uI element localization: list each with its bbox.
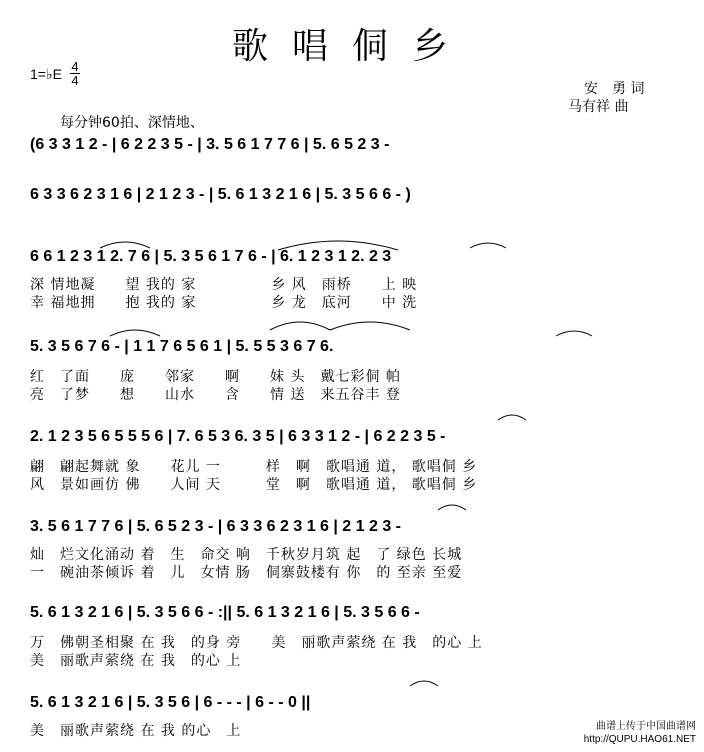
lyric-line-5a: 翩 翩起舞就 象 花儿 一 样 啊 歌唱通 道， 歌唱侗 乡 xyxy=(30,459,478,475)
lyric-line-4a: 红 了面 庞 邻家 啊 妹 头 戴七彩侗 帕 xyxy=(30,369,401,385)
lyric-line-4b: 亮 了梦 想 山水 含 情 送 来五谷丰 登 xyxy=(30,387,401,403)
score-line-7: 5. 6 1 3 2 1 6 | 5. 3 5 6 6 - :|| 5. 6 1 3 2 1 6 | 5. 3 5 6 6 - xyxy=(30,604,420,621)
slur-4 xyxy=(270,322,330,330)
score-line-5: 2. 1 2 3 5 6 5 5 5 6 | 7. 6 5 3 6. 3 5 | 6 3 3 1 2 - | 6 2 2 3 5 - xyxy=(30,428,446,445)
slur-6 xyxy=(110,330,160,336)
slur-8 xyxy=(498,415,526,420)
slur-2 xyxy=(100,242,150,248)
score-line-8: 5. 6 1 3 2 1 6 | 5. 3 5 6 | 6 - - - | 6 - - 0 || xyxy=(30,694,311,711)
lyric-line-7a: 万 佛朝圣相聚 在 我 的身 旁 美 丽歌声萦绕 在 我 的心 上 xyxy=(30,635,483,651)
lyric-line-8a: 美 丽歌声萦绕 在 我 的心 上 xyxy=(30,723,242,739)
lyricist: 安 勇 词 xyxy=(584,81,645,97)
watermark-url: http://QUPU.HAO61.NET xyxy=(583,734,696,745)
slur-1 xyxy=(470,243,506,248)
slur-10 xyxy=(410,681,438,686)
slur-9 xyxy=(438,505,466,510)
time-sig-bottom: 4 xyxy=(71,73,79,88)
watermark-text: 曲谱上传于中国曲谱网 xyxy=(596,721,696,732)
tempo-marking: 每分钟60拍、深情地、 xyxy=(60,115,204,131)
slur-3 xyxy=(278,241,398,250)
score-line-6: 3. 5 6 1 7 7 6 | 5. 6 5 2 3 - | 6 3 3 6 2 3 1 6 | 2 1 2 3 - xyxy=(30,518,402,535)
slur-7 xyxy=(556,331,592,336)
score-line-4: 5. 3 5 6 7 6 - | 1 1 7 6 5 6 1 | 5. 5 5 3 6 7 6. xyxy=(30,338,334,355)
lyric-line-6a: 灿 烂文化涌动 着 生 命交 响 千秋岁月筑 起 了 绿色 长城 xyxy=(30,547,463,563)
time-sig-top: 4 xyxy=(71,59,79,74)
lyric-line-5b: 风 景如画仿 佛 人间 天 堂 啊 歌唱通 道， 歌唱侗 乡 xyxy=(30,477,478,493)
lyric-line-3b: 幸 福地拥 抱 我的 家 乡 龙 底河 中 洗 xyxy=(30,295,418,311)
key-label: 1=♭E xyxy=(30,66,62,82)
score-line-1: (6 3 3 1 2 - | 6 2 2 3 5 - | 3. 5 6 1 7 7 6 | 5. 6 5 2 3 - xyxy=(30,136,390,153)
score-line-3: 6 6 1 2 3 1 2. 7 6 | 5. 3 5 6 1 7 6 - | 6. 1 2 3 1 2. 2 3 xyxy=(30,248,392,265)
slur-5 xyxy=(330,322,410,330)
score-line-2: 6 3 3 6 2 3 1 6 | 2 1 2 3 - | 5. 6 1 3 2 1 6 | 5. 3 5 6 6 - ) xyxy=(30,186,411,203)
lyric-line-7b: 美 丽歌声萦绕 在 我 的心 上 xyxy=(30,653,242,669)
lyric-line-3a: 深 情地凝 望 我的 家 乡 风 雨桥 上 映 xyxy=(30,277,418,293)
lyric-line-6b: 一 碗油茶倾诉 着 儿 女情 肠 侗寨鼓楼有 你 的 至亲 至爱 xyxy=(30,565,463,581)
composer: 马有祥 曲 xyxy=(568,99,629,115)
page-title: 歌唱侗乡 xyxy=(231,26,472,67)
watermark xyxy=(584,720,696,746)
